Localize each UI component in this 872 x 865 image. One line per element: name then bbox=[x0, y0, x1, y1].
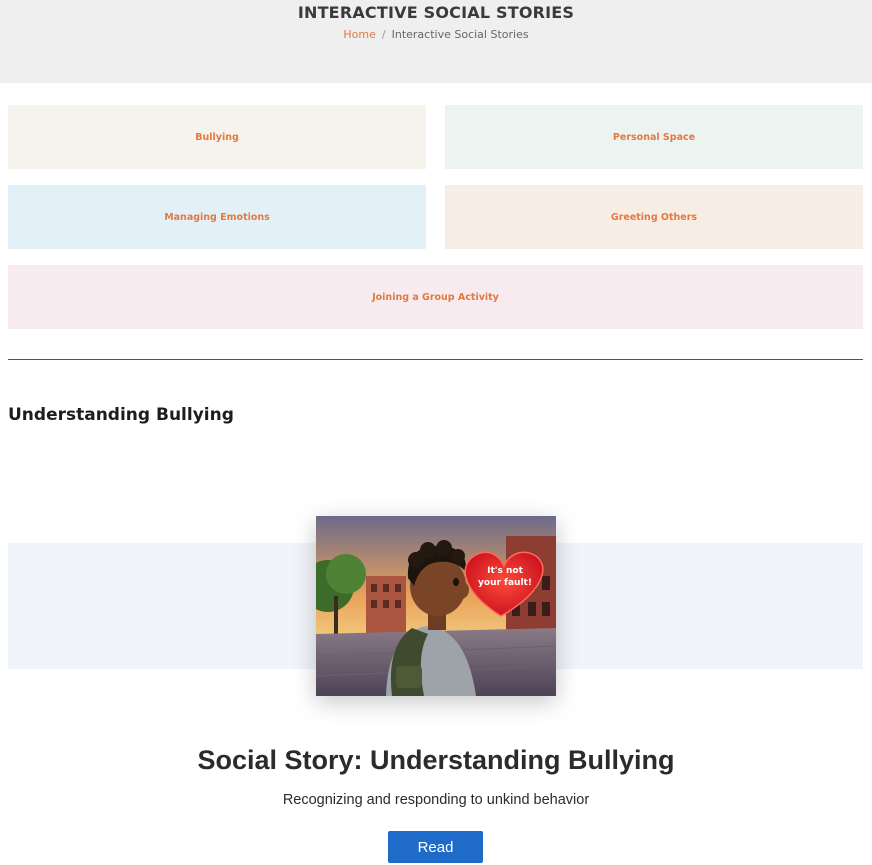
story-subtitle: Recognizing and responding to unkind behavior bbox=[282, 792, 590, 808]
page-header bbox=[0, 0, 872, 83]
breadcrumb-home-link[interactable]: Home bbox=[343, 28, 376, 41]
cover-text-line1: It's not bbox=[487, 566, 523, 576]
story-title: Social Story: Understanding Bullying bbox=[197, 745, 675, 775]
breadcrumb-current: Interactive Social Stories bbox=[391, 28, 529, 41]
topic-tile-greeting-others[interactable] bbox=[445, 185, 863, 249]
topic-tile-managing-emotions[interactable] bbox=[8, 185, 426, 249]
breadcrumb bbox=[0, 28, 872, 41]
topic-label: Greeting Others bbox=[610, 211, 698, 223]
cover-text-line2: your fault! bbox=[478, 578, 532, 588]
topic-label: Bullying bbox=[195, 131, 239, 143]
section-heading: Understanding Bullying bbox=[8, 405, 234, 425]
section-divider bbox=[8, 359, 863, 360]
topic-tile-joining-group-activity[interactable] bbox=[8, 265, 863, 329]
page-title: INTERACTIVE SOCIAL STORIES bbox=[297, 3, 575, 22]
topic-label: Personal Space bbox=[612, 131, 696, 143]
topic-tile-personal-space[interactable] bbox=[445, 105, 863, 169]
topic-label: Managing Emotions bbox=[164, 211, 270, 223]
cover-illustration bbox=[316, 516, 556, 696]
topic-label: Joining a Group Activity bbox=[372, 291, 499, 303]
breadcrumb-separator: / bbox=[381, 28, 386, 41]
read-button[interactable]: Read bbox=[388, 831, 483, 863]
story-cover-image[interactable] bbox=[316, 516, 556, 696]
topic-tile-bullying[interactable] bbox=[8, 105, 426, 169]
